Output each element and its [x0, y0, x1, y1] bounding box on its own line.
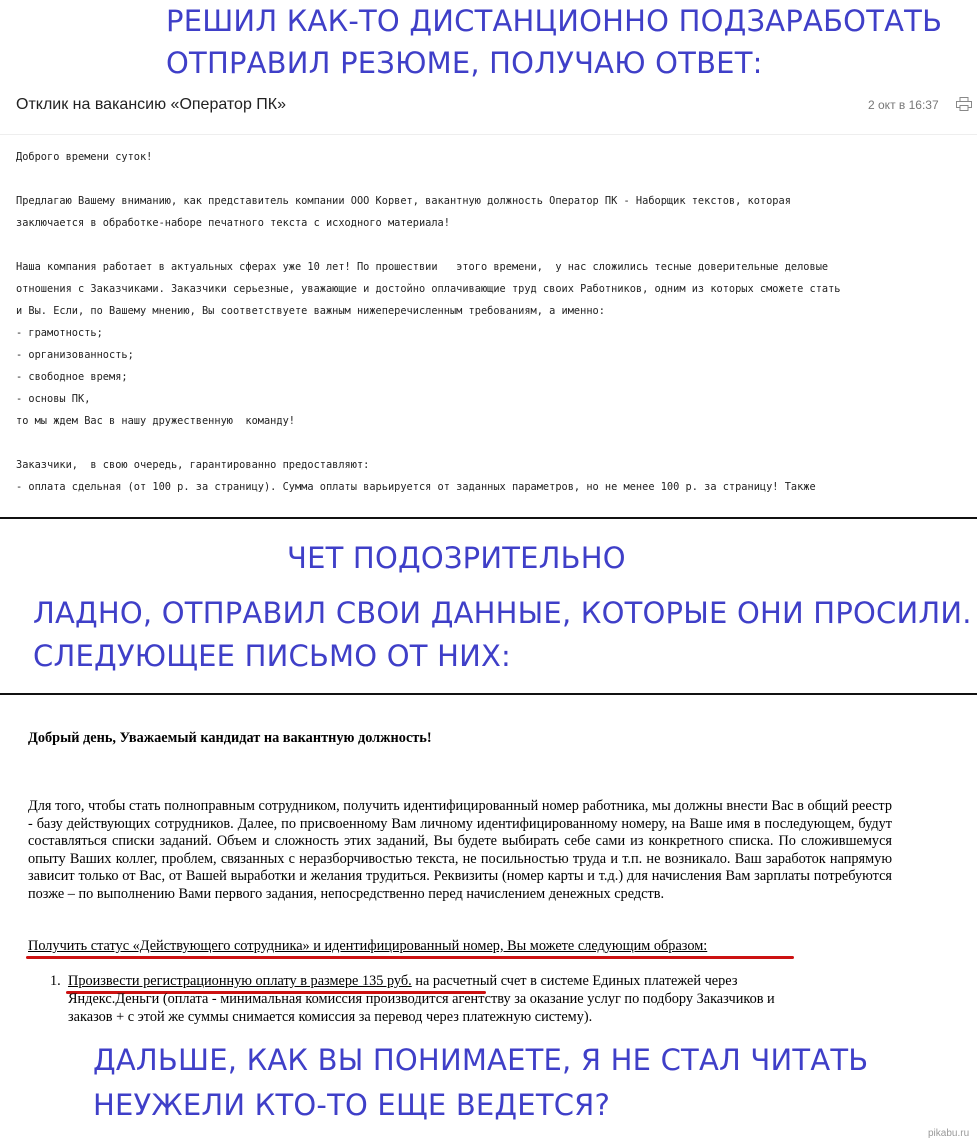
email1-line: - основы ПК,: [16, 393, 91, 405]
email1-line: [16, 168, 841, 190]
separator-top: [0, 517, 977, 519]
email1-line: заключается в обработке-наборе печатного текста с исходного материала!: [16, 217, 450, 229]
email1-line: Доброго времени суток!: [16, 151, 153, 163]
email1-line: отношения с Заказчиками. Заказчики серьезные, уважающие и достойно оплачивающие труд своих Работников, одним из которых сможете стать: [16, 283, 841, 295]
caption-bottom-line2: НЕУЖЕЛИ КТО-ТО ЕЩЕ ВЕДЕТСЯ?: [93, 1088, 611, 1122]
email-subject: Отклик на вакансию «Оператор ПК»: [16, 96, 286, 113]
separator-bottom: [0, 693, 977, 695]
email1-line: и Вы. Если, по Вашему мнению, Вы соответствуете важным нижеперечисленным требованиям, а именно:: [16, 305, 605, 317]
email1-line: [16, 432, 841, 454]
registration-fee-text: Произвести регистрационную оплату в размере 135 руб.: [68, 973, 412, 989]
email1-line: - свободное время;: [16, 371, 128, 383]
caption-mid-line1: ЧЕТ ПОДОЗРИТЕЛЬНО: [287, 541, 626, 575]
watermark: pikabu.ru: [928, 1128, 970, 1139]
red-underline-status: [26, 956, 794, 959]
email1-line: Заказчики, в свою очередь, гарантированно предоставляют:: [16, 459, 370, 471]
email1-line: - организованность;: [16, 349, 134, 361]
caption-top-line2: ОТПРАВИЛ РЕЗЮМЕ, ПОЛУЧАЮ ОТВЕТ:: [166, 46, 763, 80]
list-number: 1.: [50, 973, 61, 989]
email2-paragraph: Для того, чтобы стать полноправным сотрудником, получить идентифицированный номер работника, мы должны внести Вас в общий реестр - базу действующих сотрудников. Далее, по присвоенному Вам личному идентифицированному номеру, на Ваше имя в последующем, будут составляться списки заданий. Объем и сложность этих заданий, Вы будете выбирать себе сами из конкретного списка. По сложившемуся опыту Ваших коллег, проблем, связанных с неразборчивостью текста, не посильностью труда и т.п. не возникало. Ваш заработок напрямую зависит только от Вас, от Вашей выработки и желания трудиться. Реквизиты (номер карты и т.д.) для начисления Вам зарплаты потребуются позже – по выполнению Вами первого задания, непосредственно перед начислением денежных средств.: [28, 798, 892, 902]
caption-mid-line3: СЛЕДУЮЩЕЕ ПИСЬМО ОТ НИХ:: [33, 639, 512, 673]
list-line1-rest: на расчетный счет в системе Единых платежей через: [411, 973, 738, 989]
email1-line: Наша компания работает в актуальных сферах уже 10 лет! По прошествии этого времени, у нас сложились тесные доверительные деловые: [16, 261, 829, 273]
caption-top-line1: РЕШИЛ КАК-ТО ДИСТАНЦИОННО ПОДЗАРАБОТАТЬ: [166, 4, 943, 38]
list-line3: заказов + с этой же суммы снимается комиссия за перевод через платежную систему).: [68, 1009, 593, 1025]
caption-bottom-line1: ДАЛЬШЕ, КАК ВЫ ПОНИМАЕТЕ, Я НЕ СТАЛ ЧИТАТЬ: [93, 1043, 869, 1077]
email2-greeting: Добрый день, Уважаемый кандидат на вакантную должность!: [28, 730, 432, 746]
email1-line: Предлагаю Вашему вниманию, как представитель компании ООО Корвет, вакантную должность Оператор ПК - Наборщик текстов, которая: [16, 195, 791, 207]
email2-status-line: Получить статус «Действующего сотрудника» и идентифицированный номер, Вы можете следующим образом:: [28, 938, 708, 954]
email1-body: [16, 146, 841, 498]
email1-line: - грамотность;: [16, 327, 103, 339]
email1-line: - оплата сдельная (от 100 р. за страницу). Сумма оплаты варьируется от заданных параметров, но не менее 100 р. за страницу! Также: [16, 481, 816, 493]
list-line2: Яндекс.Деньги (оплата - минимальная комиссия производится агентству за оказание услуг по подбору Заказчиков и: [68, 991, 775, 1007]
caption-mid-line2: ЛАДНО, ОТПРАВИЛ СВОИ ДАННЫЕ, КОТОРЫЕ ОНИ ПРОСИЛИ.: [33, 596, 972, 630]
email-date: 2 окт в 16:37: [868, 98, 939, 112]
email1-line: [16, 234, 841, 256]
email1-line: то мы ждем Вас в нашу дружественную команду!: [16, 415, 295, 427]
print-icon[interactable]: [956, 97, 972, 111]
list-line1: [68, 973, 737, 990]
header-divider: [0, 134, 977, 135]
